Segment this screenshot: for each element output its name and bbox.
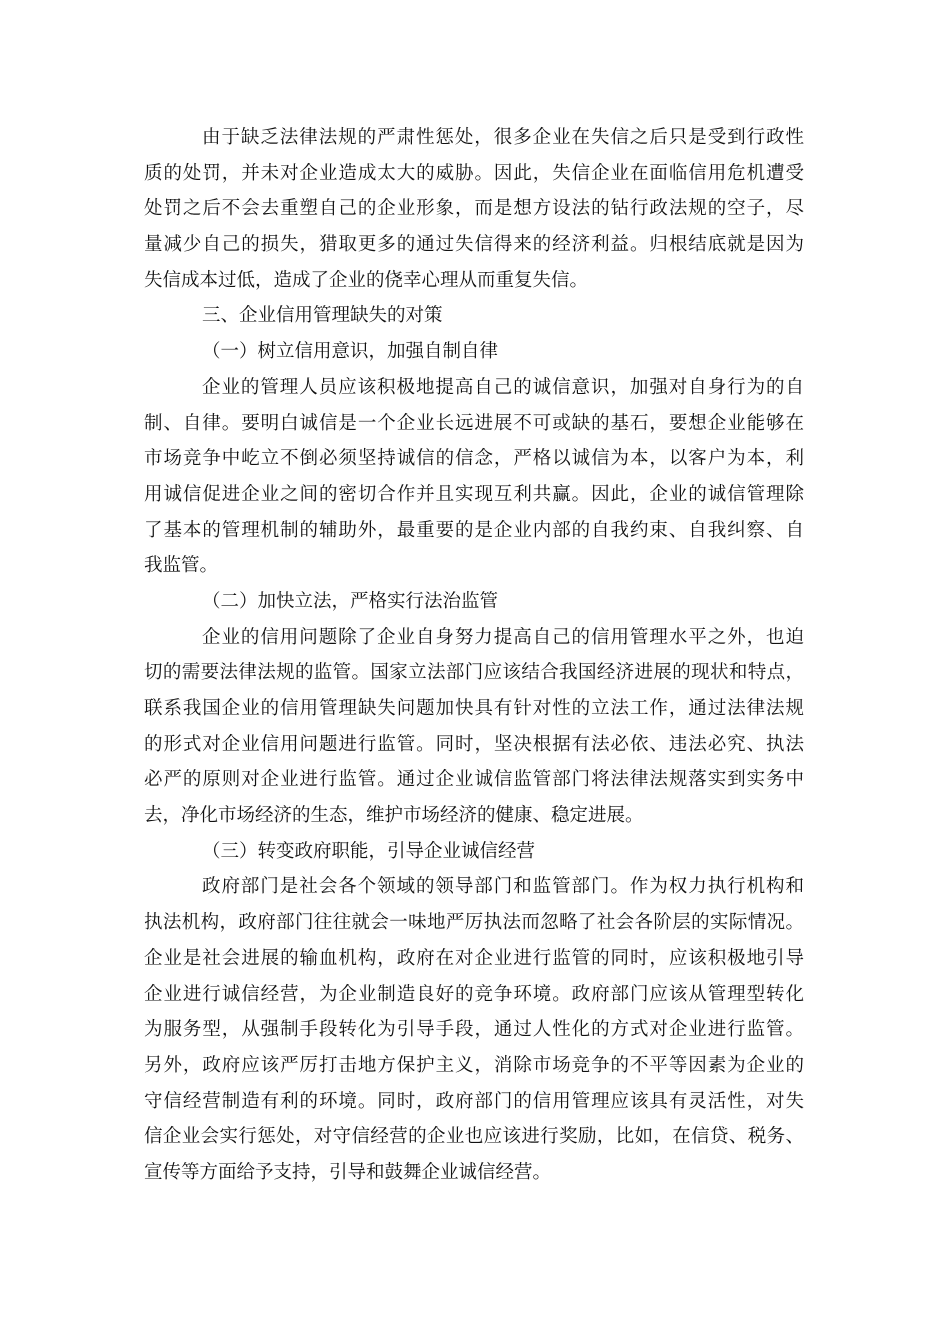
paragraph-legislation [144, 620, 804, 834]
text-line: 由于缺乏法律法规的严肃性惩处，很多企业在失信之后只是受到行政性 [202, 127, 804, 148]
text-line: 政府部门是社会各个领域的领导部门和监管部门。作为权力执行机构和 [202, 876, 804, 898]
text-line: 守信经营制造有利的环境。同时，政府部门的信用管理应该具有灵活性，对失 [144, 1090, 804, 1112]
subsection-heading: （一）树立信用意识，加强自制自律 [202, 341, 499, 363]
subsection-heading: （二）加快立法，严格实行法治监管 [202, 590, 499, 612]
paragraph-credit-punishment [144, 120, 804, 298]
text-line: 执法机构，政府部门往往就会一味地严厉执法而忽略了社会各阶层的实际情况。 [144, 912, 804, 934]
text-line: 制、自律。要明白诚信是一个企业长远进展不可或缺的基石，要想企业能够在 [144, 412, 804, 434]
text-line: 必严的原则对企业进行监管。通过企业诚信监管部门将法律法规落实到实务中 [144, 769, 804, 791]
text-line: 宣传等方面给予支持，引导和鼓舞企业诚信经营。 [144, 1161, 552, 1183]
text-line: 质的处罚，并未对企业造成太大的威胁。因此，失信企业在面临信用危机遭受 [144, 162, 804, 184]
text-line: 企业的信用问题除了企业自身努力提高自己的信用管理水平之外，也迫 [202, 626, 804, 648]
text-line: 处罚之后不会去重塑自己的企业形象，而是想方设法的钻行政法规的空子，尽 [144, 198, 804, 220]
text-line: 用诚信促进企业之间的密切合作并且实现互利共赢。因此，企业的诚信管理除 [144, 483, 804, 505]
text-line: 切的需要法律法规的监管。国家立法部门应该结合我国经济进展的现状和特点， [144, 662, 804, 684]
subsection-heading: （三）转变政府职能，引导企业诚信经营 [202, 840, 536, 862]
text-line: 了基本的管理机制的辅助外，最重要的是企业内部的自我约束、自我纠察、自 [144, 519, 804, 541]
text-line: 的形式对企业信用问题进行监管。同时，坚决根据有法必依、违法必究、执法 [144, 733, 804, 755]
text-line: 我监管。 [144, 555, 219, 577]
document-page [144, 120, 804, 1191]
paragraph-government-role [144, 869, 804, 1190]
section-heading: 三、企业信用管理缺失的对策 [202, 305, 443, 327]
text-line: 企业进行诚信经营，为企业制造良好的竞争环境。政府部门应该从管理型转化 [144, 983, 804, 1005]
paragraph-credit-awareness [144, 370, 804, 584]
text-line: 失信成本过低，造成了企业的侥幸心理从而重复失信。 [144, 269, 589, 291]
text-line: 市场竞争中屹立不倒必须坚持诚信的信念，严格以诚信为本，以客户为本，利 [144, 448, 804, 470]
text-line: 另外，政府应该严厉打击地方保护主义，消除市场竞争的不平等因素为企业的 [144, 1054, 804, 1076]
text-line: 企业的管理人员应该积极地提高自己的诚信意识，加强对自身行为的自 [202, 376, 804, 398]
text-line: 去，净化市场经济的生态，维护市场经济的健康、稳定进展。 [144, 805, 644, 827]
text-line: 信企业会实行惩处，对守信经营的企业也应该进行奖励，比如，在信贷、税务、 [144, 1126, 804, 1148]
text-line: 量减少自己的损失，猎取更多的通过失信得来的经济利益。归根结底就是因为 [144, 234, 804, 256]
text-line: 为服务型，从强制手段转化为引导手段，通过人性化的方式对企业进行监管。 [144, 1019, 804, 1041]
text-line: 联系我国企业的信用管理缺失问题加快具有针对性的立法工作，通过法律法规 [144, 698, 804, 719]
text-line: 企业是社会进展的输血机构，政府在对企业进行监管的同时，应该积极地引导 [144, 947, 804, 969]
